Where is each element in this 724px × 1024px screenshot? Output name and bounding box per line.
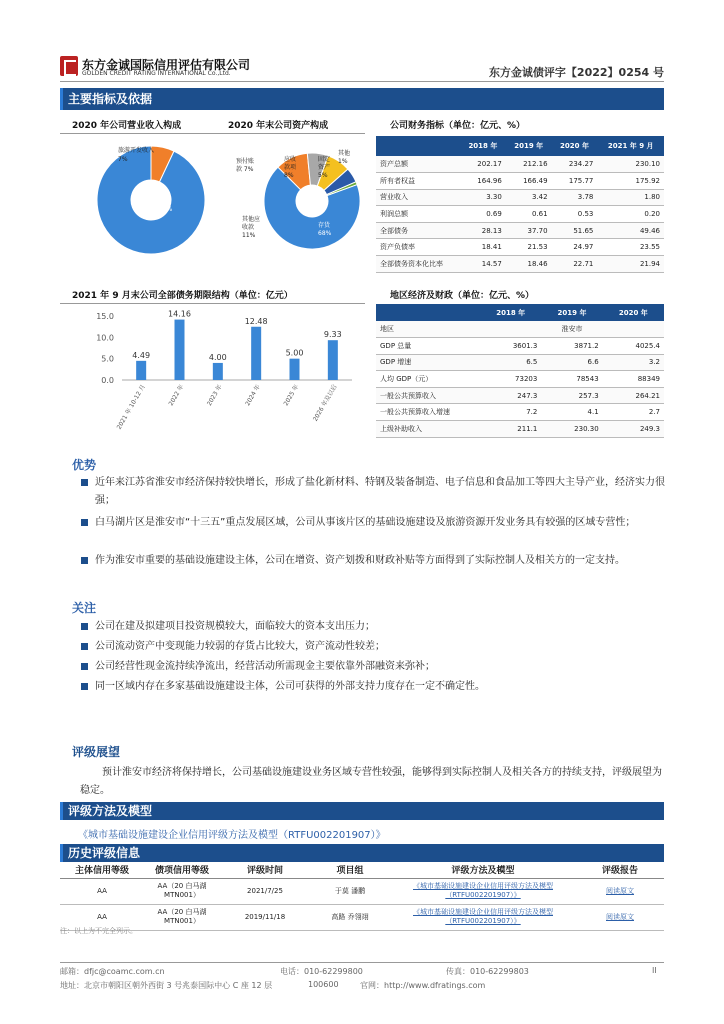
history-method-link[interactable]: 《城市基础设施建设企业信用评级方法及模型（RTFU002201907）》 [413,908,553,925]
bar-value-label: 4.49 [132,350,151,360]
revenue-chart-title: 2020 年公司营业收入构成 [72,121,182,131]
list-item: 白马湖片区是淮安市“十三五”重点发展区域，公司从事该片区的基础设施建设及旅游资源开发业务具有较强的区域专营性； [95,514,665,532]
bar [175,320,185,380]
x-tick-label: 2025 年 [282,383,301,408]
table-row: 营业收入 3.30 3.42 3.78 1.80 [376,189,664,206]
outlook-text: 预计淮安市经济将保持增长，公司基础设施建设业务区域专营性较强，能够得到实际控制人及相关各方的持续支持，评级展望为稳定。 [80,767,662,796]
company-name-cn: 东方金诚国际信用评估有限公司 [82,58,251,72]
pie2-label-other: 其他 1% [338,150,351,165]
table-row: 全部债务 28.13 37.70 51.65 49.46 [376,222,664,239]
table-row: 地区 淮安市 [376,321,664,338]
section-band-main-indicators: 主要指标及依据 [60,88,664,110]
read-original-link[interactable]: 阅读原文 [606,912,634,921]
footer-email: 邮箱：dfjc@coamc.com.cn [60,967,165,976]
section-band-method: 评级方法及模型 [60,802,664,820]
method-link[interactable]: 《城市基础设施建设企业信用评级方法及模型（RTFU002201907）》 [78,830,386,841]
company-logo [60,56,78,76]
pie1-label-infra: 基础设施建设 93% [145,197,173,213]
table-row: 全部债务资本化比率 14.57 18.46 22.71 21.94 [376,256,664,273]
read-original-link[interactable]: 阅读原文 [606,886,634,895]
pie2-label-fixed: 固定资产 5% [318,156,331,179]
report-number: 东方金诚债评字【2022】0254 号 [488,66,664,79]
page-header [60,56,664,82]
list-item: 公司流动资产中变现能力较弱的存货占比较大，资产流动性较差； [95,638,665,656]
footer-zip: 100600 [308,980,339,989]
table-row: 人均 GDP（元） 73203 78543 88349 [376,371,664,388]
bar [251,327,261,380]
list-item: 公司经营性现金流持续净流出，经营活动所需现金主要依靠外部融资来弥补； [95,658,665,676]
company-name-en: GOLDEN CREDIT RATING INTERNATIONAL Co.,Ltd. [82,70,231,77]
x-tick-label: 2023 年 [205,383,224,408]
bar [328,340,338,380]
y-tick-label: 15.0 [96,312,114,321]
bar-value-label: 9.33 [323,330,342,340]
bar-value-label: 4.00 [208,352,227,362]
bar [290,359,300,380]
advantages-title: 优势 [72,458,97,472]
table-row: 资产总额 202.17 212.16 234.27 230.10 [376,156,664,173]
section-band-history: 历史评级信息 [60,844,664,862]
table-row: AA AA（20 白马湖 MTN001） 2019/11/18 高路 乔翎翊 《城市基础设施建设企业信用评级方法及模型（RTFU002201907）》 阅读原文 [60,904,664,930]
list-item: 公司在建及拟建项目投资规模较大，面临较大的资本支出压力； [95,618,665,636]
table-row: 上级补助收入 211.1 230.30 249.3 [376,421,664,438]
page-number: II [652,966,657,975]
bar-value-label: 14.16 [168,309,191,319]
bar-value-label: 12.48 [244,316,268,326]
outlook-title: 评级展望 [72,745,121,759]
table-row: AA AA（20 白马湖 MTN001） 2021/7/25 于莫 潘鹏 《城市基础设施建设企业信用评级方法及模型（RTFU002201907）》 阅读原文 [60,878,664,904]
table-row: 利润总额 0.69 0.61 0.53 0.20 [376,206,664,223]
history-method-link[interactable]: 《城市基础设施建设企业信用评级方法及模型（RTFU002201907）》 [413,882,553,899]
x-tick-label: 2026 年及以后 [311,383,339,423]
table-row: 一般公共预算收入增速 7.2 4.1 2.7 [376,404,664,421]
table-row: 所有者权益 164.96 166.49 175.77 175.92 [376,173,664,190]
list-item: 同一区域内存在多家基础设施建设主体，公司可获得的外部支持力度存在一定不确定性。 [95,678,665,696]
y-tick-label: 10.0 [96,333,114,343]
footer-phone: 电话：010-62299800 [280,967,363,976]
fin-table-title: 公司财务指标（单位：亿元、%） [390,121,526,131]
pie2-label-receivable: 应收款项 8% [284,156,297,179]
pie2-label-inventory: 存货 68% [318,222,332,237]
pie1-label-tourism: 旅游开发收入 7% [118,147,155,163]
table-row: 一般公共预算收入 247.3 257.3 264.21 [376,387,664,404]
bar [213,363,223,380]
footer-fax: 传真：010-62299803 [446,967,529,976]
history-note: 注：以上为不完全列示。 [60,927,137,935]
fin-table: 2018 年 2019 年 2020 年 2021 年 9 月 资产总额 202.17 212.16 234.27 230.10 所有者权益 164.96 166.49 175.77 175.92 营业收入 3.30 3.42 3.78 1.80 利润总额 0.69 0.61 0.53 0.20 全部债务 28.13 37.70 51.65 49.46 资产负债率 18.41 21.53 24.97 23.55 全部债务资本化比率 14.57 18.46 22.71 21.94 [376,136,664,273]
debt-bar-chart [82,306,362,446]
x-tick-label: 2022 年 [167,383,186,408]
bar [136,361,146,380]
y-tick-label: 0.0 [101,376,114,385]
table-row: GDP 总量 3601.3 3871.2 4025.4 [376,338,664,355]
region-table: 2018 年 2019 年 2020 年 地区 淮安市 GDP 总量 3601.3 3871.2 4025.4 GDP 增速 6.5 6.6 3.2 人均 GDP（元） 73203 78543 88349 一般公共预算收入 247.3 257.3 264.21 一般公共预算收入增速 7.2 4.1 2.7 上级补助收入 211.1 230.30 249.3 [376,304,664,438]
debt-chart-title: 2021 年 9 月末公司全部债务期限结构（单位：亿元） [72,291,293,301]
region-table-title: 地区经济及财政（单位：亿元、%） [390,291,535,301]
asset-chart-title: 2020 年末公司资产构成 [228,121,329,131]
list-item: 近年来江苏省淮安市经济保持较快增长，形成了盐化新材料、特钢及装备制造、电子信息和食品加工等四大主导产业，经济实力很强； [95,474,665,510]
footer-site: 官网：http://www.dfratings.com [360,981,486,990]
list-item: 作为淮安市重要的基础设施建设主体，公司在增资、资产划拨和财政补贴等方面得到了实际控制人及相关方的一定支持。 [95,552,665,570]
table-row: GDP 增速 6.5 6.6 3.2 [376,354,664,371]
pie2-label-prepaid: 预付账款 7% [236,158,255,173]
x-tick-label: 2024 年 [244,383,262,408]
table-row: 资产负债率 18.41 21.53 24.97 23.55 [376,239,664,256]
bar-value-label: 5.00 [285,348,304,358]
history-table: 主体信用等级 债项信用等级 评级时间 项目组 评级方法及模型 评级报告 AA AA（20 白马湖 MTN001） 2021/7/25 于莫 潘鹏 《城市基础设施建设企业信用评级方法及模型（RTFU002201907）》 阅读原文 AA AA（20 白马湖 MTN001） 2019/11/18 高路 乔翎翊 《城市基础设施建设企业信用评级方法及模型（RTFU002201907）》 阅读原文 [60,862,664,931]
y-tick-label: 5.0 [101,354,114,364]
concerns-title: 关注 [72,601,97,615]
pie2-label-other-receivable: 其他应收款 11% [242,216,261,239]
x-tick-label: 2021 年 10-12 月 [115,383,147,431]
footer-address: 地址：北京市朝阳区朝外西街 3 号兆泰国际中心 C 座 12 层 [60,981,273,990]
